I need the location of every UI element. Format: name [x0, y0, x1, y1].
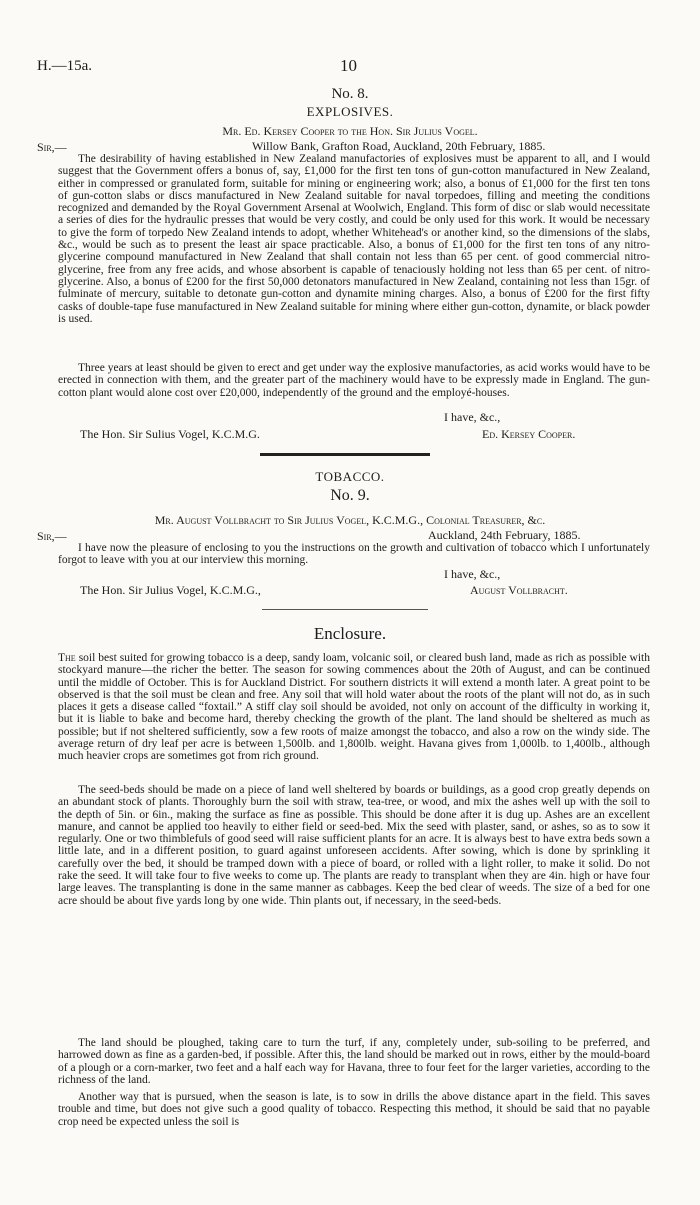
- enclosure-heading: Enclosure.: [313, 624, 387, 643]
- report-reference: H.—15a.: [37, 58, 92, 74]
- letter-9-from-line: Mr. August Vollbracht to Sir Julius Vogel, K.C.M.G., Colonial Treasurer, &c.: [154, 513, 546, 527]
- letter-9-number: No. 9.: [330, 487, 370, 504]
- enclosure-paragraph-1: [58, 652, 650, 763]
- section-divider: [260, 453, 430, 456]
- enclosure-paragraph-2: The seed-beds should be made on a piece of land well sheltered by boards or buildings, as a good crop greatly depends on an abundant stock of plants. Thoroughly burn the soil with straw, tea-tree, or wood, and mix the ashes well up with the soil to the depth of 5in. or 6in., making the surface as fine as possible. This should be done after it is dug up. Ashes are an excellent manure, and cannot be applied too heavily to either field or seed-bed. Mix the seed with plaster, sand, or ashes, so as to sow it regularly. One or two thimblefuls of good seed will raise sufficient plants for an acre. It is always best to have extra beds sown a little late, and in a different position, to guard against unforeseen accidents. After sowing, which is done by sprinkling it carefully over the bed, it should be tramped down with a piece of board, or rolled with a light roller, to make it solid. Do not rake the seed. It will take four to five weeks to come up. The plants are ready to transplant when they are 4in. high or have four large leaves. The transplanting is done in the same manner as cabbages. Keep the bed clear of weeds. The size of a bed for one acre should be about five yards long by one wide. Thin plants out, if necessary, in the seed-beds.: [58, 784, 650, 907]
- letter-9-addressee: The Hon. Sir Julius Vogel, K.C.M.G.,: [80, 583, 261, 597]
- letter-8-address-date: Willow Bank, Grafton Road, Auckland, 20th February, 1885.: [252, 139, 546, 153]
- letter-8-from-line: Mr. Ed. Kersey Cooper to the Hon. Sir Julius Vogel.: [222, 124, 478, 138]
- letter-8-salutation: Sir,—: [37, 140, 67, 154]
- letter-9-salutation: Sir,—: [37, 529, 67, 543]
- letter-8-addressee: The Hon. Sir Sulius Vogel, K.C.M.G.: [80, 427, 260, 441]
- letter-9-subject: TOBACCO.: [315, 469, 385, 484]
- letter-8-closing: I have, &c.,: [444, 410, 501, 424]
- letter-9-closing: I have, &c.,: [444, 567, 501, 581]
- letter-8-subject: EXPLOSIVES.: [306, 104, 394, 119]
- letter-8-paragraph-2: Three years at least should be given to erect and get under way the explosive manufactories, as acid works would have to be erected in connection with them, and the greater part of the machinery would have to be expressly made in England. The gun-cotton plant would alone cost over £20,000, independently of the ground and the employé-houses.: [58, 362, 650, 399]
- page-number: 10: [340, 56, 357, 75]
- letter-8-signature: Ed. Kersey Cooper.: [482, 427, 576, 441]
- letter-9-address-date: Auckland, 24th February, 1885.: [428, 528, 581, 542]
- enclosure-lead-word: The: [58, 652, 76, 664]
- letter-9-signature: August Vollbracht.: [470, 583, 568, 597]
- letter-9-paragraph-1: I have now the pleasure of enclosing to you the instructions on the growth and cultivation of tobacco which I unfortunately forgot to leave with you at our interview this morning.: [58, 542, 650, 567]
- enclosure-divider: [262, 609, 428, 610]
- enclosure-paragraph-1-text: soil best suited for growing tobacco is a deep, sandy loam, volcanic soil, or cleared bush land, made as rich as possible with stockyard manure—the richer the better. The season for sowing commences about the 20th of August, and can be continued until the middle of October. This is for Auckland District. For southern districts it will extend a month later. A great point to be observed is that the soil must be clean and free. Any soil that will hold water about the roots of the plant will not do, as in such places it gets a disease called “foxtail.” A stiff clay soil should be avoided, not only on account of the difficulty in working it, but it is liable to bake and become hard, thereby checking the growth of the plant. The land should be sheltered as much as possible; but if not sheltered sufficiently, sow a few roots of maize amongst the tobacco, and also a row on the windy side. The average return of dry leaf per acre is between 1,500lb. and 1,800lb. weight. Havana gives from 1,000lb. to 1,400lb., although much heavier crops are sometimes got from rich ground.: [58, 652, 650, 763]
- letter-8-paragraph-1: The desirability of having established in New Zealand manufactories of explosives must be apparent to all, and I would suggest that the Government offers a bonus of, say, £1,000 for the first ten tons of gun-cotton manufactured in New Zealand, either in compressed or granulated form, suitable for mining or engineering work; also, a bonus of £1,000 for the first ten tons of gun-cotton slabs or discs manufactured in New Zealand suitable for naval torpedoes, filling and meeting the conditions recognized and demanded by the Royal Government Arsenal at Woolwich, England. This form of disc or slab would necessitate a series of dies for the hydraulic presses that would be very costly, and could be only used for this work. It would be necessary to give the form of torpedo New Zealand intends to adopt, whether Whitehead's or another kind, so the dimensions of the slabs, &c., would be such as to present the least air space practicable. Also, a bonus of £1,000 for the first ten tons of any nitro-glycerine compound manufactured in New Zealand that shall contain not less than 65 per cent. of good commercial nitro-glycerine, free from any free acids, and whose absorbent is capable of tenaciously holding not less than 65 per cent. of nitro-glycerine. Also, a bonus of £200 for the first 50,000 detonators manufactured in New Zealand, containing not less than 15gr. of fulminate of mercury, suitable to detonate gun-cotton and dynamite mining charges. Also, a bonus of £200 for the first fifty casks of double-tape fuse manufactured in New Zealand suitable for mining where either gun-cotton, dynamite, or black powder is used.: [58, 153, 650, 325]
- letter-8-number: No. 8.: [331, 86, 369, 102]
- enclosure-paragraph-3: The land should be ploughed, taking care to turn the turf, if any, completely under, sub-soiling to be preferred, and harrowed down as fine as a garden-bed, if possible. After this, the land should be marked out in rows, either by the mould-board of a plough or a corn-marker, two feet and a half each way for Havana, three to four feet for the larger varieties, according to the richness of the land.: [58, 1037, 650, 1086]
- enclosure-paragraph-4: Another way that is pursued, when the season is late, is to sow in drills the above distance apart in the field. This saves trouble and time, but does not give such a good quality of tobacco. Respecting this method, it should be said that no payable crop need be expected unless the soil is: [58, 1091, 650, 1128]
